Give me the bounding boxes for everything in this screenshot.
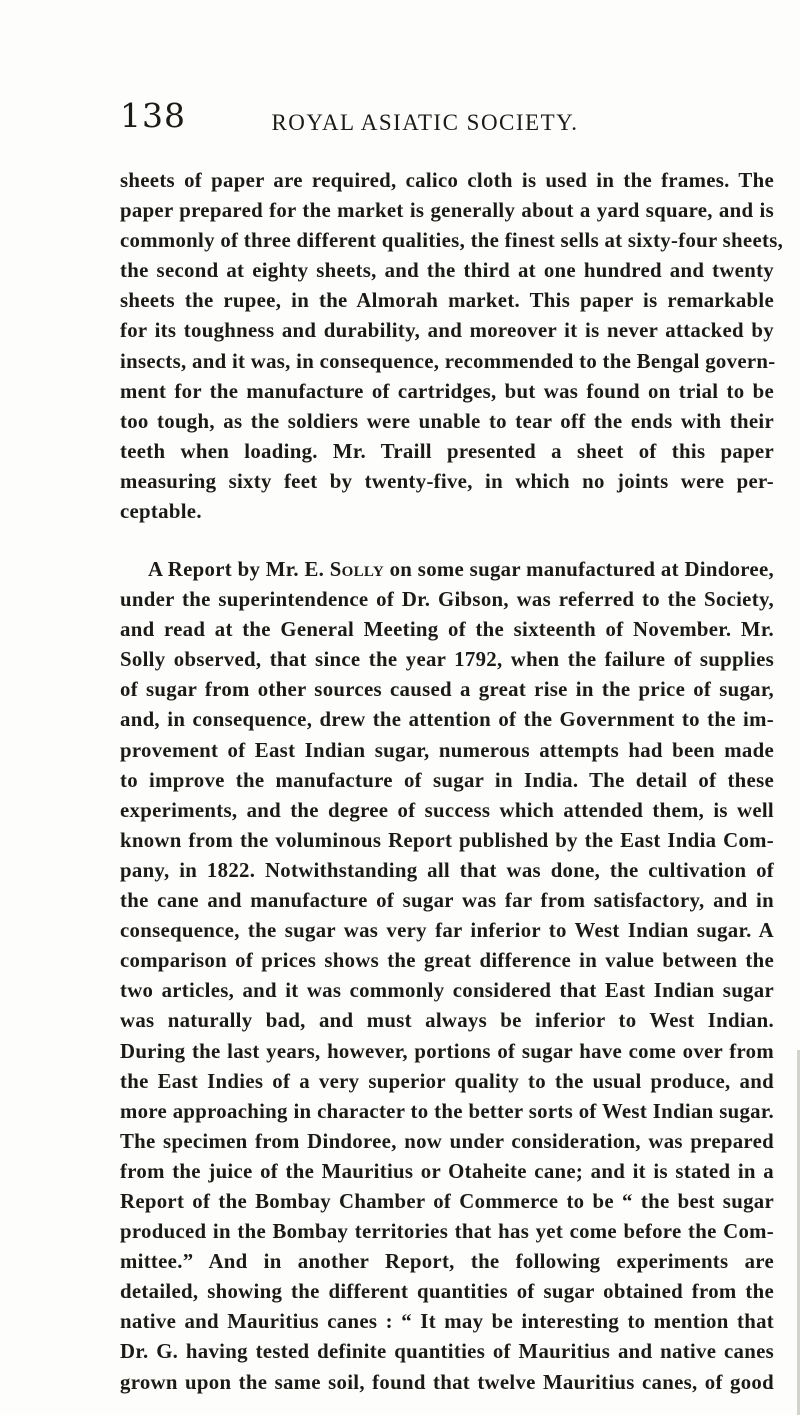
text-line: too tough, as the soldiers were unable to tear off the ends with their — [120, 409, 774, 433]
text-line: provement of East Indian sugar, numerous attempts had been made — [120, 738, 774, 762]
text-line: Dr. G. having tested definite quantities of Mauritius and native canes — [120, 1340, 774, 1364]
text-line: from the juice of the Mauritius or Otaheite cane; and it is stated in a — [120, 1159, 774, 1183]
text-line: of sugar from other sources caused a great rise in the price of sugar, — [120, 678, 774, 702]
text-line-first — [120, 555, 774, 585]
text-line: pany, in 1822. Notwithstanding all that was done, the cultivation of — [120, 858, 774, 882]
text-line: sheets the rupee, in the Almorah market. This paper is remarkable — [120, 289, 774, 313]
text-line: two articles, and it was commonly considered that East Indian sugar — [120, 979, 774, 1003]
text-line: was naturally bad, and must always be inferior to West Indian. — [120, 1009, 774, 1033]
text-line: produced in the Bombay territories that has yet come before the Com- — [120, 1220, 774, 1244]
text-line: sheets of paper are required, calico cloth is used in the frames. The — [120, 169, 774, 192]
text-line: ceptable. — [120, 500, 202, 524]
text-line: under the superintendence of Dr. Gibson, was referred to the Society, — [120, 588, 774, 612]
text-line: and read at the General Meeting of the sixteenth of November. Mr. — [120, 618, 774, 642]
text-line: comparison of prices shows the great difference in value between the — [120, 949, 774, 973]
text-line: The specimen from Dindoree, now under consideration, was prepared — [120, 1129, 774, 1153]
text-line: During the last years, however, portions of sugar have come over from — [120, 1039, 774, 1063]
text-line: known from the voluminous Report published by the East India Com- — [120, 828, 774, 852]
text-line: and, in consequence, drew the attention of the Government to the im- — [120, 708, 774, 732]
author-name-smallcaps: Solly — [329, 558, 384, 581]
text-line: mittee.” And in another Report, the following experiments are — [120, 1250, 774, 1274]
line-end: on some sugar manufactured at Dindoree, — [383, 558, 774, 581]
text-line: to improve the manufacture of sugar in India. The detail of these — [120, 768, 774, 792]
text-line: teeth when loading. Mr. Traill presented a sheet of this paper — [120, 439, 774, 463]
paragraph-paper-description — [120, 166, 784, 527]
text-line: detailed, showing the different quantities of sugar obtained from the — [120, 1280, 774, 1304]
line-start: A Report by Mr. E. — [148, 558, 330, 581]
text-line: the East Indies of a very superior quality to the usual produce, and — [120, 1069, 774, 1093]
text-line: insects, and it was, in consequence, recommended to the Bengal govern- — [120, 349, 776, 373]
text-line: ment for the manufacture of cartridges, but was found on trial to be — [120, 379, 774, 403]
text-line: paper prepared for the market is generally about a yard square, and is — [120, 199, 774, 223]
page-number: 138 — [120, 96, 186, 135]
text-line: experiments, and the degree of success which attended them, is well — [120, 798, 774, 822]
text-line: for its toughness and durability, and moreover it is never attacked by — [120, 319, 774, 343]
text-line: the second at eighty sheets, and the third at one hundred and twenty — [120, 259, 774, 283]
text-line: the cane and manufacture of sugar was far from satisfactory, and in — [120, 889, 774, 913]
text-line: Solly observed, that since the year 1792, when the failure of supplies — [120, 648, 774, 672]
text-line: measuring sixty feet by twenty-five, in which no joints were per- — [120, 469, 774, 493]
text-line: native and Mauritius canes : “ It may be interesting to mention that — [120, 1310, 774, 1334]
paragraph-sugar-report — [120, 555, 774, 1398]
text-line: consequence, the sugar was very far inferior to West Indian sugar. A — [120, 919, 774, 943]
text-line: Report of the Bombay Chamber of Commerce to be “ the best sugar — [120, 1189, 774, 1213]
running-head: ROYAL ASIATIC SOCIETY. — [271, 110, 579, 135]
text-line: more approaching in character to the better sorts of West Indian sugar. — [120, 1099, 774, 1123]
text-line: grown upon the same soil, found that twelve Mauritius canes, of good — [120, 1370, 774, 1394]
text-line: commonly of three different qualities, the finest sells at sixty-four sheets, — [120, 229, 784, 253]
